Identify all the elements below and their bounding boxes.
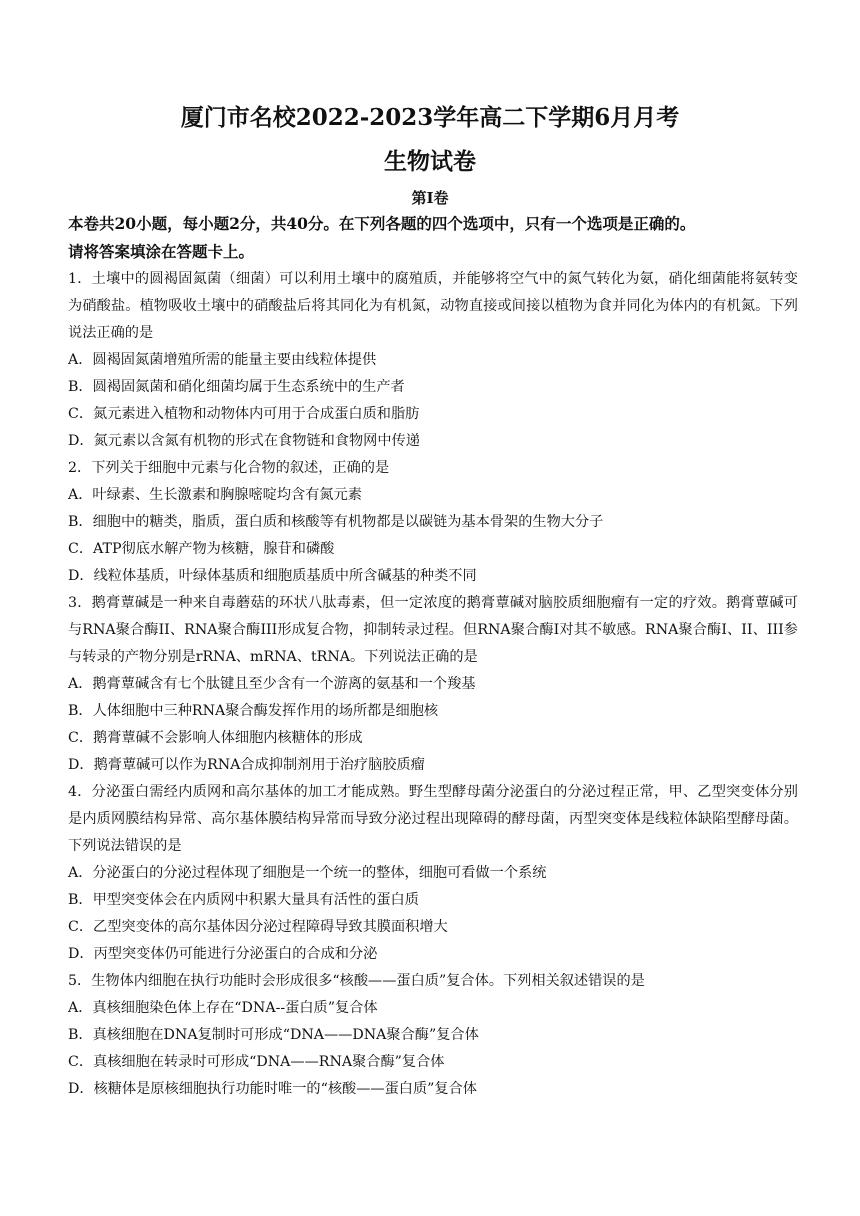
question-5: [68, 968, 798, 1103]
question-option: C．乙型突变体的高尔基体因分泌过程障碍导致其膜面积增大: [68, 919, 448, 935]
exam-title: 厦门市名校2022-2023学年高二下学期6月月考: [180, 104, 680, 131]
question-stem: 1．土壤中的圆褐固氮菌（细菌）可以利用土壤中的腐殖质，并能够将空气中的氮气转化为氨，硝化细菌能将氨转变为硝酸盐。植物吸收土壤中的硝酸盐后将其同化为有机氮，动物直接或间接以植物为食并同化为体内的有机氮。下列说法正确的是: [68, 271, 798, 341]
instruction-line-2: 请将答案填涂在答题卡上。: [68, 242, 255, 261]
question-option: A．叶绿素、生长激素和胸腺嘧啶均含有氮元素: [68, 487, 362, 503]
question-2: [68, 455, 798, 590]
question-option: A．圆褐固氮菌增殖所需的能量主要由线粒体提供: [68, 352, 377, 368]
question-1: [68, 266, 798, 455]
instruction-line-1: 本卷共20小题，每小题2分，共40分。在下列各题的四个选项中，只有一个选项是正确的。: [68, 214, 696, 233]
question-stem: 4．分泌蛋白需经内质网和高尔基体的加工才能成熟。野生型酵母菌分泌蛋白的分泌过程正常，甲、乙型突变体分别是内质网膜结构异常、高尔基体膜结构异常而导致分泌过程出现障碍的酵母菌，丙型突变体是线粒体缺陷型酵母菌。下列说法错误的是: [68, 784, 798, 854]
question-option: C．ATP彻底水解产物为核糖，腺苷和磷酸: [68, 541, 335, 557]
question-4: [68, 779, 798, 968]
question-option: A．分泌蛋白的分泌过程体现了细胞是一个统一的整体，细胞可看做一个系统: [68, 865, 547, 881]
question-option: D．丙型突变体仍可能进行分泌蛋白的合成和分泌: [68, 946, 378, 962]
question-option: A．鹅膏蕈碱含有七个肽键且至少含有一个游离的氨基和一个羧基: [68, 676, 476, 692]
question-stem: 2．下列关于细胞中元素与化合物的叙述，正确的是: [68, 460, 390, 476]
exam-body: [68, 210, 798, 1103]
question-option: D．核糖体是原核细胞执行功能时唯一的“核酸——蛋白质”复合体: [68, 1081, 477, 1097]
exam-subtitle: 生物试卷: [384, 148, 476, 175]
question-option: B．甲型突变体会在内质网中积累大量具有活性的蛋白质: [68, 892, 419, 908]
question-option: D．鹅膏蕈碱可以作为RNA合成抑制剂用于治疗脑胶质瘤: [68, 757, 425, 773]
question-option: D．氮元素以含氮有机物的形式在食物链和食物网中传递: [68, 433, 420, 449]
question-option: D．线粒体基质，叶绿体基质和细胞质基质中所含碱基的种类不同: [68, 568, 477, 584]
question-option: C．氮元素进入植物和动物体内可用于合成蛋白质和脂肪: [68, 406, 420, 422]
question-option: A．真核细胞染色体上存在“DNA--蛋白质”复合体: [68, 1000, 378, 1016]
question-option: B．人体细胞中三种RNA聚合酶发挥作用的场所都是细胞核: [68, 703, 439, 719]
question-3: [68, 590, 798, 779]
question-option: C．鹅膏蕈碱不会影响人体细胞内核糖体的形成: [68, 730, 363, 746]
question-option: B．细胞中的糖类，脂质，蛋白质和核酸等有机物都是以碳链为基本骨架的生物大分子: [68, 514, 604, 530]
section-heading: 第I卷: [411, 189, 449, 207]
question-option: B．圆褐固氮菌和硝化细菌均属于生态系统中的生产者: [68, 379, 405, 395]
question-stem: 3．鹅膏蕈碱是一种来自毒蘑菇的环状八肽毒素，但一定浓度的鹅膏蕈碱对脑胶质细胞瘤有一定的疗效。鹅膏蕈碱可与RNA聚合酶II、RNA聚合酶III形成复合物，抑制转录过程。但RNA聚合酶I对其不敏感。RNA聚合酶I、II、III参与转录的产物分别是rRNA、mRNA、tRNA。下列说法正确的是: [68, 595, 798, 665]
question-option: C．真核细胞在转录时可形成“DNA——RNA聚合酶”复合体: [68, 1054, 445, 1070]
question-option: B．真核细胞在DNA复制时可形成“DNA——DNA聚合酶”复合体: [68, 1027, 479, 1043]
question-stem: 5．生物体内细胞在执行功能时会形成很多“核酸——蛋白质”复合体。下列相关叙述错误的是: [68, 973, 645, 989]
